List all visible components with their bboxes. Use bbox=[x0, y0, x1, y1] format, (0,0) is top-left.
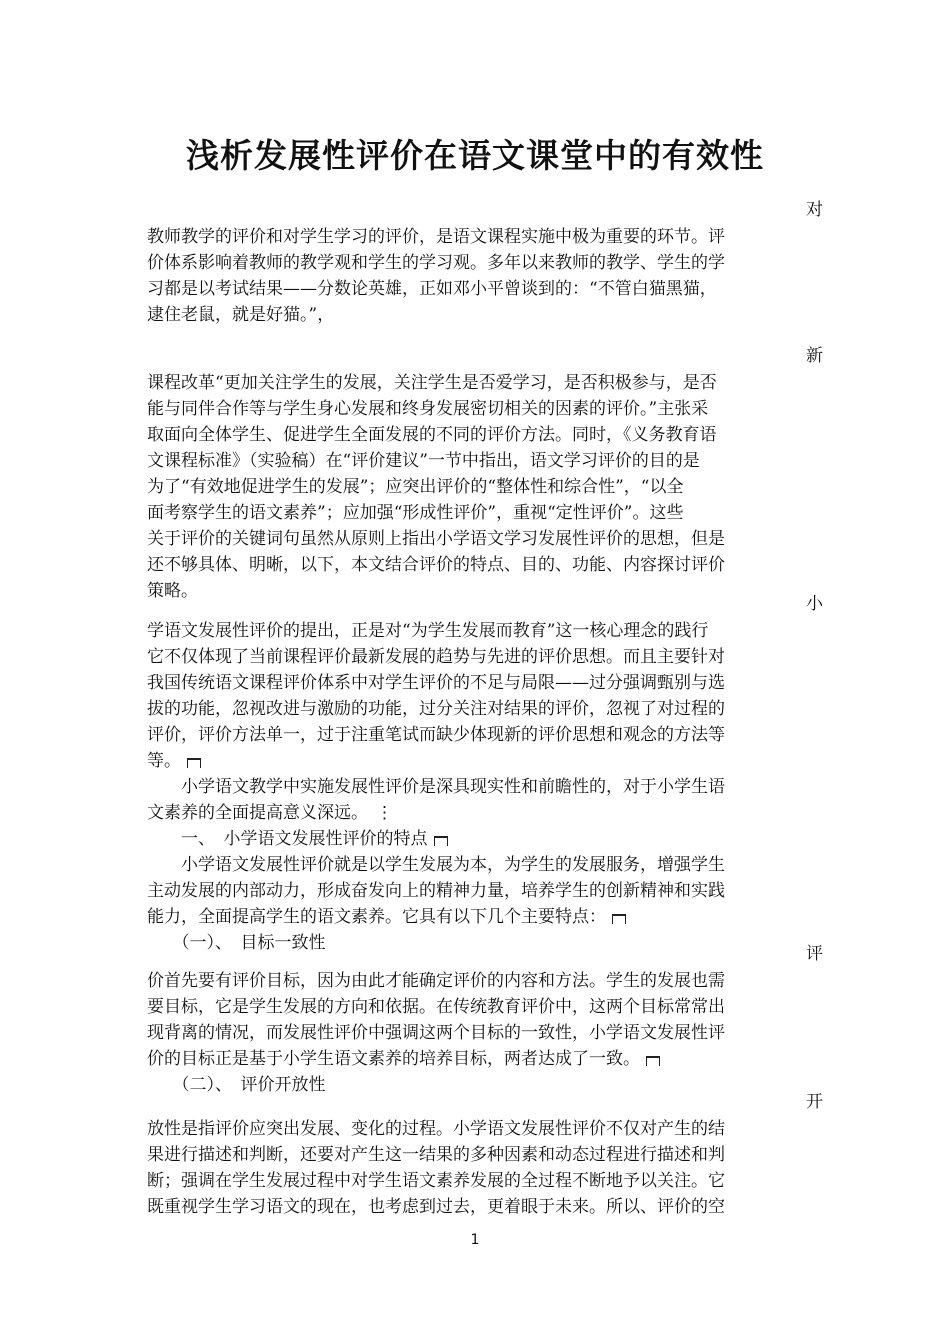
drop-character: 对 bbox=[806, 200, 823, 220]
paragraph-line: 价体系影响着教师的教学观和学生的学习观。多年以来教师的教学、学生的学 bbox=[147, 253, 725, 273]
paragraph-line: 面考察学生的语文素养”；应加强“形成性评价”，重视“定性评价”。这些 bbox=[147, 503, 684, 523]
paragraph-line: 课程改革“更加关注学生的发展，关注学生是否爱学习，是否积极参与，是否 bbox=[147, 373, 717, 393]
paragraph-line: 还不够具体、明晰，以下，本文结合评价的特点、目的、功能、内容探讨评价 bbox=[147, 555, 725, 575]
paragraph-line: 现背离的情况，而发展性评价中强调这两个目标的一致性，小学语文发展性评 bbox=[147, 1023, 725, 1043]
paragraph-line: 学语文发展性评价的提出，正是对“为学生发展而教育”这一核心理念的践行 bbox=[147, 621, 709, 641]
paragraph-line: 拔的功能，忽视改进与激励的功能，过分关注对结果的评价，忽视了对过程的 bbox=[147, 699, 725, 719]
paragraph-line: 文课程标准》（实验稿）在“评价建议”一节中指出，语文学习评价的目的是 bbox=[147, 451, 700, 471]
drop-character: 开 bbox=[806, 1092, 823, 1112]
paragraph-line: 等。 bbox=[147, 748, 809, 774]
paragraph-line: （一）、 目标一致性 bbox=[147, 933, 326, 953]
paragraph-line: 主动发展的内部动力，形成奋发向上的精神力量，培养学生的创新精神和实践 bbox=[147, 881, 725, 901]
paragraph-line: 为了“有效地促进学生的发展”；应突出评价的“整体性和综合性”，“以全 bbox=[147, 477, 684, 497]
edit-mark-icon bbox=[612, 914, 626, 924]
drop-character: 小 bbox=[806, 594, 823, 614]
edit-mark-icon bbox=[434, 836, 448, 846]
paragraph-line: 策略。 bbox=[147, 581, 198, 601]
paragraph bbox=[147, 1116, 809, 1220]
paragraph-line: 价的目标正是基于小学生语文素养的培养目标，两者达成了一致。 bbox=[147, 1046, 809, 1072]
paragraph-line: 果进行描述和判断，还要对产生这一结果的多种因素和动态过程进行描述和判 bbox=[147, 1145, 725, 1165]
drop-character: 评 bbox=[806, 944, 823, 964]
paragraph bbox=[147, 224, 809, 328]
document-title: 浅析发展性评价在语文课堂中的有效性 bbox=[186, 136, 764, 175]
paragraph-line: 能力，全面提高学生的语文素养。它具有以下几个主要特点： bbox=[147, 904, 809, 930]
paragraph-line: 它不仅体现了当前课程评价最新发展的趋势与先进的评价思想。而且主要针对 bbox=[147, 647, 725, 667]
paragraph-line: 习都是以考试结果——分数论英雄，正如邓小平曾谈到的：“不管白猫黑猫， bbox=[147, 279, 717, 299]
paragraph bbox=[147, 968, 809, 1098]
paragraph-line: 既重视学生学习语文的现在，也考虑到过去，更着眼于未来。所以、评价的空 bbox=[147, 1197, 725, 1217]
paragraph-line: 文素养的全面提高意义深远。 ⋮ bbox=[147, 803, 393, 823]
paragraph-line: 要目标，它是学生发展的方向和依据。在传统教育评价中，这两个目标常常出 bbox=[147, 997, 725, 1017]
paragraph-line: 小学语文发展性评价就是以学生发展为本，为学生的发展服务，增强学生 bbox=[147, 855, 725, 875]
paragraph-line: 评价，评价方法单一，过于注重笔试而缺少体现新的评价思想和观念的方法等 bbox=[147, 725, 725, 745]
paragraph-line: 小学语文教学中实施发展性评价是深具现实性和前瞻性的，对于小学生语 bbox=[147, 777, 725, 797]
paragraph-line: 放性是指评价应突出发展、变化的过程。小学语文发展性评价不仅对产生的结 bbox=[147, 1119, 725, 1139]
paragraph-line: 教师教学的评价和对学生学习的评价，是语文课程实施中极为重要的环节。评 bbox=[147, 227, 725, 247]
paragraph-line: （二）、 评价开放性 bbox=[147, 1075, 326, 1095]
drop-character: 新 bbox=[806, 346, 823, 366]
paragraph bbox=[147, 370, 809, 604]
page-number: 1 bbox=[470, 1232, 480, 1248]
paragraph-line: 价首先要有评价目标，因为由此才能确定评价的内容和方法。学生的发展也需 bbox=[147, 971, 725, 991]
paragraph-line: 断；强调在学生发展过程中对学生语文素养发展的全过程不断地予以关注。它 bbox=[147, 1171, 725, 1191]
paragraph-line: 一、 小学语文发展性评价的特点 bbox=[147, 826, 809, 852]
paragraph-line: 取面向全体学生、促进学生全面发展的不同的评价方法。同时，《义务教育语 bbox=[147, 425, 717, 445]
paragraph-line: 关于评价的关键词句虽然从原则上指出小学语文学习发展性评价的思想，但是 bbox=[147, 529, 725, 549]
paragraph-line: 逮住老鼠，就是好猫。”， bbox=[147, 305, 335, 325]
paragraph-line: 我国传统语文课程评价体系中对学生评价的不足与局限——过分强调甄别与选 bbox=[147, 673, 725, 693]
paragraph bbox=[147, 618, 809, 956]
vertical-ellipsis-icon: ⋮ bbox=[376, 803, 393, 823]
edit-mark-icon bbox=[187, 758, 201, 768]
paragraph-line: 能与同伴合作等与学生身心发展和终身发展密切相关的因素的评价。”主张采 bbox=[147, 399, 709, 419]
edit-mark-icon bbox=[646, 1056, 660, 1066]
